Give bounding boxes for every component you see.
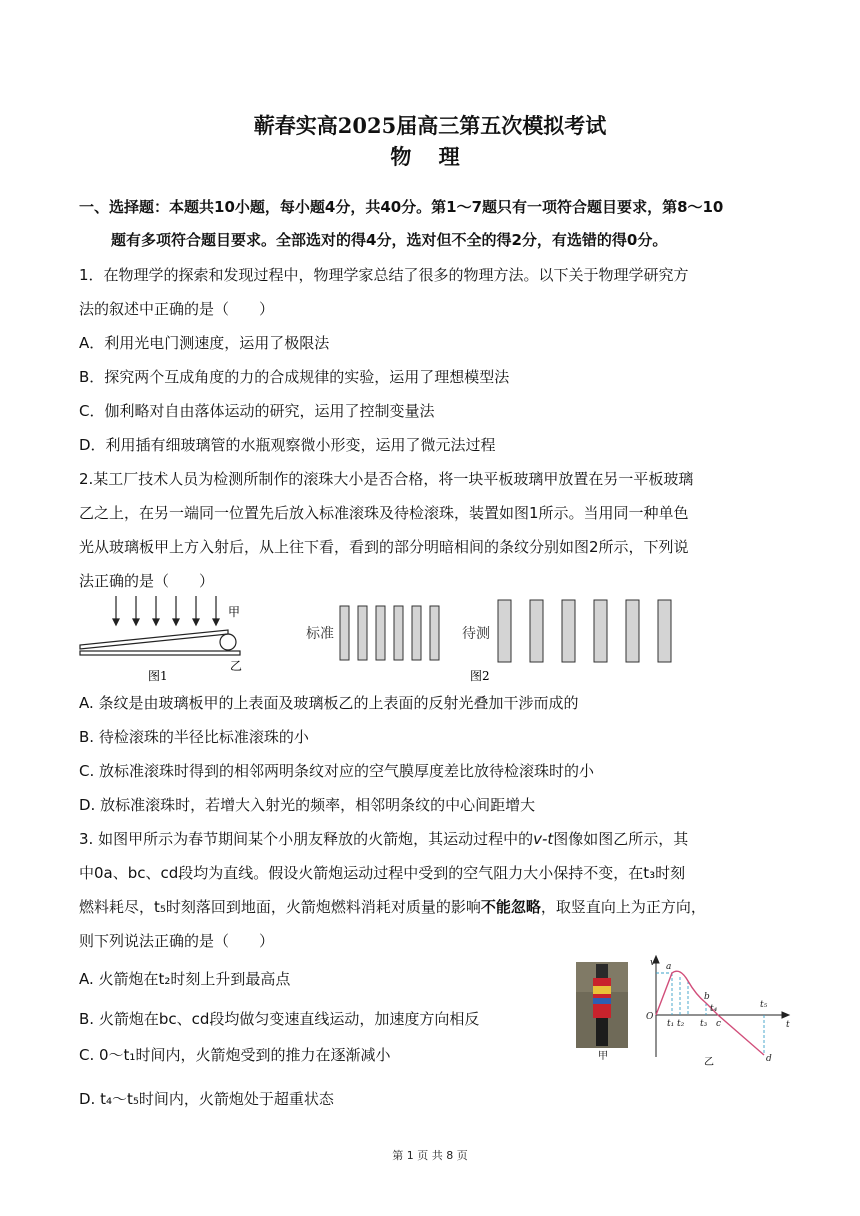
fig2-label-standard: 标准 <box>306 626 334 642</box>
q1-stem-line2: 法的叙述中正确的是（ ） <box>79 300 275 318</box>
graph-caption: 乙 <box>704 1057 714 1067</box>
page-footer: 第 1 页 共 8 页 <box>392 1149 468 1162</box>
q2-stem-line4: 法正确的是（ ） <box>79 572 215 590</box>
graph-origin: O <box>646 1012 654 1022</box>
q3-stem-line1-b: 图像如图乙所示，其 <box>553 830 689 848</box>
section-instructions-line1: 一、选择题：本题共10小题，每小题4分，共40分。第1～7题只有一项符合题目要求，第8～10 <box>79 198 724 216</box>
q2-stem-line2: 乙之上，在另一端同一位置先后放入标准滚珠及待检滚珠，装置如图1所示。当用同一种单色 <box>79 504 689 522</box>
graph-t5: t₅ <box>760 1000 768 1010</box>
q3-stem-line1 <box>79 828 688 849</box>
figure-1-glass-plates <box>78 592 248 684</box>
q1-stem-line1: 1．在物理学的探索和发现过程中，物理学家总结了很多的物理方法。以下关于物理学研究方 <box>79 266 689 284</box>
graph-point-c: c <box>716 1019 722 1029</box>
q3-stem-emphasis: 不能忽略 <box>480 898 541 916</box>
graph-t2: t₂ <box>677 1019 685 1029</box>
section-instructions-line2: 题有多项符合题目要求。全部选对的得4分，选对但不全的得2分，有选错的得0分。 <box>111 231 668 249</box>
q2-option-d: D. 放标准滚珠时，若增大入射光的频率，相邻明条纹的中心间距增大 <box>79 796 536 814</box>
photo-caption: 甲 <box>598 1051 608 1062</box>
q3-stem-line3 <box>79 896 706 917</box>
figure-2-fringes <box>300 592 680 684</box>
q3-option-c: C. 0～t₁时间内，火箭炮受到的推力在逐渐减小 <box>79 1046 391 1064</box>
graph-t4: t₄ <box>710 1004 718 1014</box>
q3-option-a: A. 火箭炮在t₂时刻上升到最高点 <box>79 970 291 988</box>
q3-stem-line3-a: 燃料耗尽，t₅时刻落回到地面，火箭炮燃料消耗对质量的影响 <box>79 898 481 916</box>
subject-title: 物 理 <box>390 144 470 169</box>
vt-graph <box>634 955 794 1067</box>
q3-option-b: B. 火箭炮在bc、cd段均做匀变速直线运动，加速度方向相反 <box>79 1010 480 1028</box>
graph-point-b: b <box>704 992 710 1002</box>
exam-title: 蕲春实高2025届高三第五次模拟考试 <box>253 113 607 138</box>
q3-stem-line2: 中0a、bc、cd段均为直线。假设火箭炮运动过程中受到的空气阻力大小保持不变，在t₃时刻 <box>79 864 686 882</box>
q1-option-a: A．利用光电门测速度，运用了极限法 <box>79 334 330 352</box>
q3-stem-line3-b: ，取竖直向上为正方向， <box>540 898 706 916</box>
q3-stem-line1-a: 3. 如图甲所示为春节期间某个小朋友释放的火箭炮，其运动过程中的 <box>79 830 534 848</box>
graph-t3: t₃ <box>700 1019 708 1029</box>
q1-option-d: D．利用插有细玻璃管的水瓶观察微小形变，运用了微元法过程 <box>79 436 496 454</box>
q1-option-b: B．探究两个互成角度的力的合成规律的实验，运用了理想模型法 <box>79 368 510 386</box>
graph-point-d: d <box>766 1054 772 1064</box>
q2-option-a: A. 条纹是由玻璃板甲的上表面及玻璃板乙的上表面的反射光叠加干涉而成的 <box>79 694 579 712</box>
q1-option-c: C．伽利略对自由落体运动的研究，运用了控制变量法 <box>79 402 435 420</box>
graph-axis-v: v <box>650 958 656 968</box>
fig1-label-jia: 甲 <box>228 605 241 619</box>
q2-stem-line1: 2.某工厂技术人员为检测所制作的滚珠大小是否合格，将一块平板玻璃甲放置在另一平板玻璃 <box>79 470 694 488</box>
q3-stem-line4: 则下列说法正确的是（ ） <box>79 932 275 950</box>
q2-option-b: B. 待检滚珠的半径比标准滚珠的小 <box>79 728 309 746</box>
q2-stem-line3: 光从玻璃板甲上方入射后，从上往下看，看到的部分明暗相间的条纹分别如图2所示，下列说 <box>79 538 689 556</box>
fig1-label-yi: 乙 <box>230 659 243 673</box>
graph-t1: t₁ <box>667 1019 675 1029</box>
q3-option-d: D. t₄～t₅时间内，火箭炮处于超重状态 <box>79 1090 334 1108</box>
fig2-caption: 图2 <box>470 669 490 683</box>
q2-option-c: C. 放标准滚珠时得到的相邻两明条纹对应的空气膜厚度差比放待检滚珠时的小 <box>79 762 595 780</box>
graph-axis-t: t <box>786 1020 790 1030</box>
q3-stem-vt: v-t <box>533 830 554 848</box>
fig1-caption: 图1 <box>148 669 168 683</box>
graph-point-a: a <box>666 962 672 972</box>
firework-photo <box>576 962 628 1062</box>
fig2-label-test: 待测 <box>462 626 490 642</box>
